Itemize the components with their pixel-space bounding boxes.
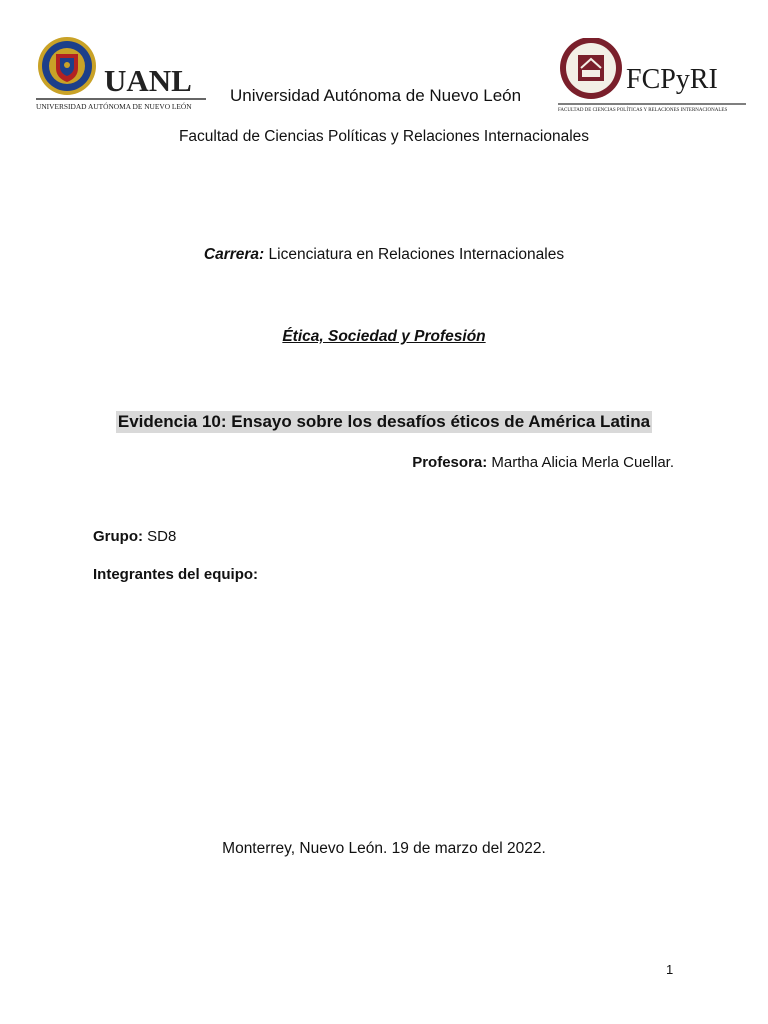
group-label: Grupo: [93, 528, 143, 545]
subject-title: Ética, Sociedad y Profesión [282, 328, 486, 345]
fcpyri-wordmark: FCPyRI [626, 64, 718, 95]
career-value: Licenciatura en Relaciones Internacionales [268, 246, 565, 263]
group-value: SD8 [147, 528, 177, 545]
fcpyri-caption: FACULTAD DE CIENCIAS POLÍTICAS Y RELACIONES INTERNACIONALES [558, 108, 728, 113]
uanl-logo [34, 36, 210, 116]
evidence-title: Evidencia 10: Ensayo sobre los desafíos éticos de América Latina [117, 412, 651, 431]
faculty-name: Facultad de Ciencias Políticas y Relaciones Internacionales [178, 128, 590, 145]
group-line [93, 528, 176, 545]
page-number: 1 [666, 962, 674, 977]
team-members-label: Integrantes del equipo: [93, 566, 259, 583]
place-date: Monterrey, Nuevo León. 19 de marzo del 2022. [222, 840, 546, 857]
professor-name: Martha Alicia Merla Cuellar. [491, 454, 674, 471]
university-name: Universidad Autónoma de Nuevo León [230, 86, 522, 105]
evidence-line [0, 411, 768, 433]
professor-line [412, 454, 674, 471]
uanl-caption: UNIVERSIDAD AUTÓNOMA DE NUEVO LEÓN [36, 102, 192, 111]
professor-label: Profesora: [412, 454, 488, 471]
uanl-wordmark: UANL [104, 63, 192, 98]
career-line [0, 246, 768, 264]
fcpyri-logo [556, 38, 748, 114]
career-label: Carrera: [203, 246, 265, 263]
